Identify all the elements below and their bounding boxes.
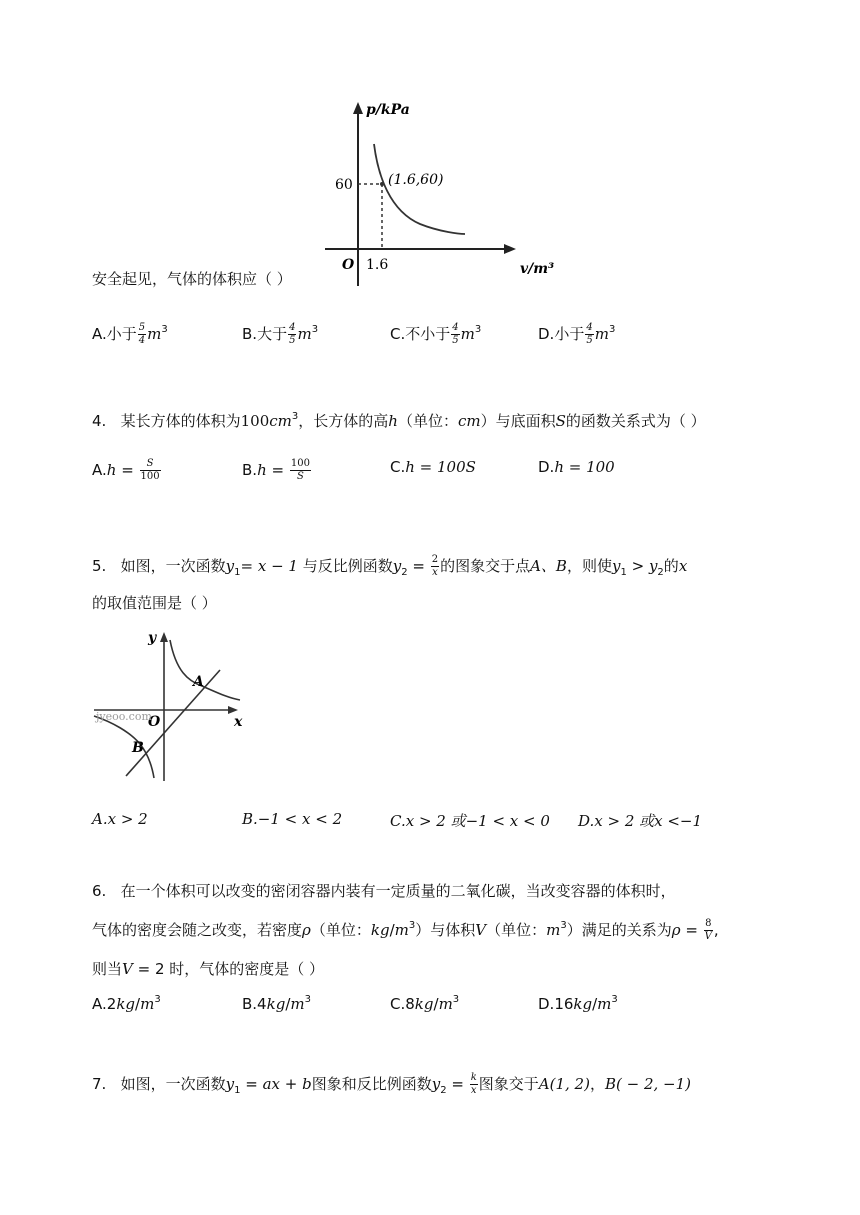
- inverse-curve: [374, 144, 465, 234]
- question-number: 6.: [92, 882, 107, 900]
- option-text: 大于: [257, 325, 288, 343]
- q4-option-d: [538, 458, 615, 476]
- hyperbola-branch-3: [94, 716, 154, 778]
- fraction-numerator: 100: [290, 458, 310, 469]
- x-tick-label: 1.6: [366, 257, 389, 273]
- fraction-numerator: 4: [586, 322, 593, 333]
- x-axis-label: x: [234, 714, 243, 730]
- q4-text: 某长方体的体积为: [120, 412, 241, 430]
- point-b: B( − 2, −1): [604, 1075, 692, 1093]
- q5-text: 如图，一次函数: [120, 557, 226, 575]
- q6-text: ）与体积: [415, 921, 476, 939]
- option-text: 不小于: [405, 325, 451, 343]
- point-a: A(1, 2): [538, 1075, 590, 1093]
- q4-option-b: B.h = $\frac{100}{S}$: [242, 458, 310, 482]
- question-number: 4.: [92, 412, 107, 430]
- x-axis-label: v/m³: [520, 261, 555, 277]
- x-axis-arrow: [504, 244, 516, 254]
- intersection-graph: [92, 626, 252, 786]
- y-axis-arrow: [353, 102, 363, 114]
- q4-option-a: A.h = $\frac{S}{100}$: [92, 458, 160, 482]
- q6-text: （单位：: [310, 921, 371, 939]
- q5-stem-line1: 5. 如图，一次函数$y_1= x - 1$ 与反比例函数$y_2$ = $\frac{2}{x}$ 的图象交于点A、B，则使$y_1 > y_2$的x: [92, 554, 688, 578]
- fraction-denominator: 5: [452, 335, 459, 346]
- q6-text: ）满足的关系为: [566, 921, 672, 939]
- option-letter: D.: [538, 458, 555, 476]
- option-letter: B.: [242, 325, 258, 343]
- q7-text: 图象交于: [478, 1075, 539, 1093]
- curve-point: [380, 182, 384, 186]
- q7-stem: 7. 如图，一次函数$y_1$ = ax + b图象和反比例函数$y_2$ = $\frac{k}{x}$ 图象交于A(1, 2)，B( − 2, −1): [92, 1072, 692, 1096]
- q4-text: ）与底面积: [480, 412, 556, 430]
- y-axis-arrow: [160, 632, 168, 642]
- q6-text: 气体的密度会随之改变，若密度: [92, 921, 303, 939]
- q5-option-c: C.x > 2 或−1 < x < 0: [390, 812, 550, 830]
- linear-line: [126, 670, 220, 776]
- volume-value: 100: [240, 412, 270, 430]
- q3-option-d: D.小于 $\frac{4}{5}$ $m^3$: [538, 322, 616, 346]
- question-number: 5.: [92, 557, 107, 575]
- q6-text: 则当: [92, 960, 123, 978]
- fraction-denominator: 4: [138, 335, 146, 346]
- q6-text: （单位：: [486, 921, 547, 939]
- hyperbola-branch-1: [170, 640, 240, 700]
- q7-text: 如图，一次函数: [120, 1075, 226, 1093]
- q5-text: ，则使: [566, 557, 612, 575]
- q6-text: 时，气体的密度是（ ）: [164, 960, 325, 978]
- q4-stem: 4. 某长方体的体积为$100cm^3$，长方体的高h（单位：cm）与底面积S的函数关系式为（ ）: [92, 411, 706, 430]
- point-b-label: B: [132, 740, 144, 756]
- q6-option-a: $A.2kg/m^3$: [92, 994, 161, 1013]
- option-letter: A.: [92, 325, 107, 343]
- watermark: jyeoo.com: [96, 710, 152, 723]
- fraction-numerator: 5: [138, 322, 146, 333]
- x-axis-arrow: [228, 706, 238, 714]
- q5-option-d: D.x > 2 或x <−1: [578, 812, 703, 830]
- q6-stem-line3: 则当V = 2 时，气体的密度是（ ）: [92, 960, 325, 978]
- y-tick-label: 60: [335, 177, 353, 193]
- q4-text: 的函数关系式为（ ）: [565, 412, 706, 430]
- pressure-volume-graph: [320, 96, 570, 291]
- fraction-denominator: 5: [586, 335, 593, 346]
- option-letter: C.: [390, 458, 406, 476]
- option-unit: m: [297, 325, 312, 343]
- q5-stem-line2: 的取值范围是（ ）: [92, 594, 217, 612]
- linear-expression: = x − 1: [240, 557, 298, 575]
- fraction-denominator: 5: [289, 335, 296, 346]
- q7-text: 图象和反比例函数: [311, 1075, 432, 1093]
- y-axis-label: y: [148, 630, 157, 646]
- q5-text: 的: [663, 557, 679, 575]
- q6-option-b: $B.4kg/m^3$: [242, 994, 311, 1013]
- q3-option-c: C.不小于 $\frac{4}{5}$ $m^3$: [390, 322, 482, 346]
- fraction-denominator: 100: [140, 471, 160, 482]
- q5-option-b: B.−1 < x < 2: [242, 810, 343, 828]
- point-label: (1.6,60): [388, 172, 444, 188]
- fraction-numerator: 4: [289, 322, 296, 333]
- q6-option-c: $C.8kg/m^3$: [390, 994, 460, 1013]
- fraction-numerator: 4: [452, 322, 459, 333]
- option-expression: h = 100S: [405, 458, 476, 476]
- q3-option-a: A.小于 $\frac{5}{4}$ $m^3$: [92, 322, 168, 346]
- q6-option-d: $D.16kg/m^3$: [538, 994, 618, 1013]
- option-unit: m: [594, 325, 609, 343]
- q4-option-c: [390, 458, 476, 476]
- option-letter: B.: [242, 461, 258, 479]
- q4-text: （单位：: [397, 412, 458, 430]
- q3-option-b: B.大于 $\frac{4}{5}$ $m^3$: [242, 322, 319, 346]
- option-unit: m: [147, 325, 162, 343]
- q5-text: 与反比例函数: [297, 557, 393, 575]
- option-text: 小于: [106, 325, 137, 343]
- fraction-denominator: S: [296, 471, 304, 482]
- fraction-numerator: S: [140, 458, 161, 471]
- point-a-label: A: [193, 674, 204, 690]
- origin-label: O: [342, 257, 355, 273]
- q5-text: 的图象交于点: [440, 557, 531, 575]
- q3-stem-tail: 安全起见，气体的体积应（ ）: [92, 270, 292, 288]
- option-unit: m: [460, 325, 475, 343]
- q4-text: ，长方体的高: [298, 412, 389, 430]
- question-number: 7.: [92, 1075, 107, 1093]
- option-expression: h = 100: [554, 458, 615, 476]
- q6-text: 在一个体积可以改变的密闭容器内装有一定质量的二氧化碳，当改变容器的体积时，: [120, 882, 676, 900]
- option-letter: C.: [390, 325, 406, 343]
- option-letter: D.: [538, 325, 555, 343]
- q6-stem-line2: 气体的密度会随之改变，若密度ρ（单位：$kg/m^3$）与体积V（单位：$m^3$）满足的关系为ρ = $\frac{8}{V}$ ,: [92, 918, 719, 942]
- option-text: 小于: [554, 325, 585, 343]
- q5-option-a: A.x > 2: [92, 810, 148, 828]
- origin-label: O: [148, 714, 161, 730]
- y-axis-label: p/kPa: [366, 102, 410, 118]
- q6-stem-line1: [92, 880, 676, 901]
- intersection-points: A、B: [530, 557, 567, 575]
- option-letter: A.: [92, 461, 107, 479]
